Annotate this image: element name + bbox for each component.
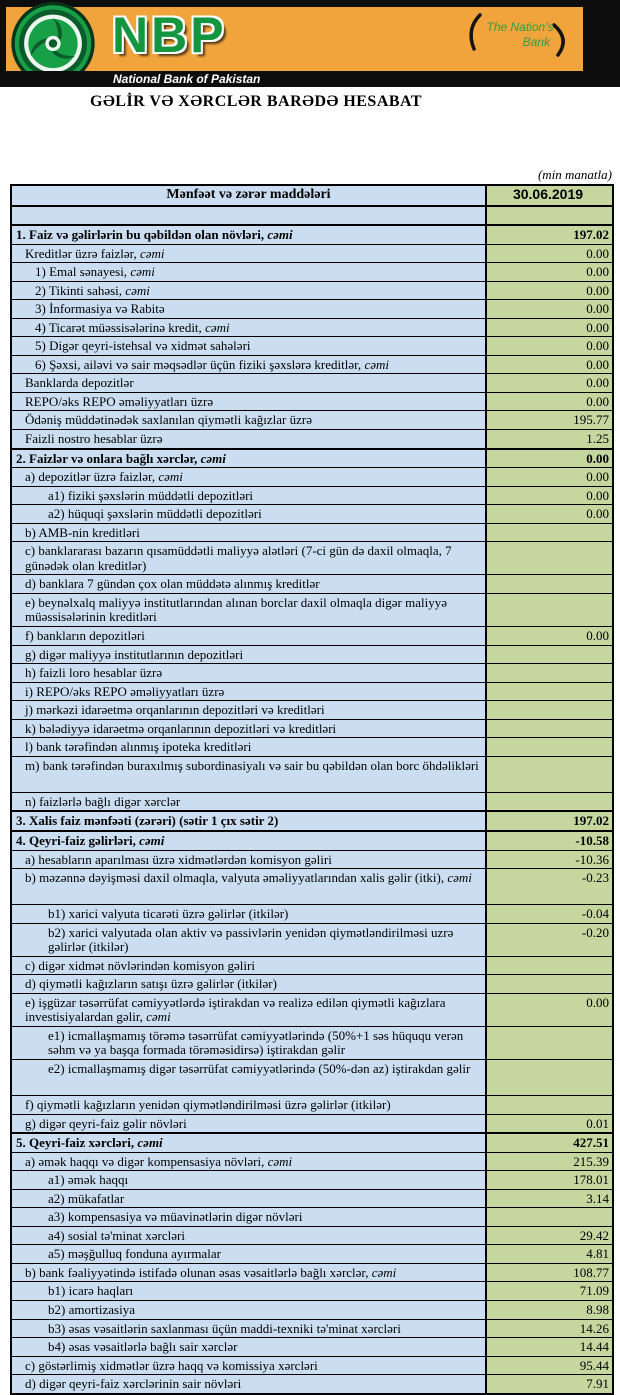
table-row	[11, 542, 613, 575]
table-row	[11, 281, 613, 300]
table-row	[11, 523, 613, 542]
slogan-line1: The Nation's	[486, 20, 554, 34]
row-label: a1) əmək haqqı	[11, 1171, 486, 1190]
row-label: b1) xarici valyuta ticarəti üzrə gəlirlər (itkilər)	[11, 905, 486, 924]
row-label: 3. Xalis faiz mənfəəti (zərəri) (sətir 1 çıx sətir 2)	[11, 811, 486, 831]
row-label: a3) kompensasiya və müavinətlərin digər növləri	[11, 1208, 486, 1227]
slogan-line2: Bank	[522, 35, 550, 49]
row-value	[486, 975, 613, 994]
row-value: -0.23	[486, 869, 613, 905]
row-value: 14.26	[486, 1319, 613, 1338]
table-row	[11, 244, 613, 263]
table-row	[11, 1263, 613, 1282]
table-row	[11, 993, 613, 1026]
row-label: b4) əsas vəsaitlərlə bağlı sair xərclər	[11, 1338, 486, 1357]
row-label: 6) Şəxsi, ailəvi və sair məqsədlər üçün fiziki şəxslərə kreditlər, cəmi	[11, 355, 486, 374]
table-row	[11, 1338, 613, 1357]
header-items-label: Mənfəət və zərər maddələri	[11, 185, 486, 206]
row-label: i) REPO/əks REPO əməliyyatları üzrə	[11, 682, 486, 701]
row-value: 0.00	[486, 355, 613, 374]
row-label: d) banklara 7 gündən çox olan müddətə alınmış kreditlər	[11, 575, 486, 594]
table-row	[11, 468, 613, 487]
row-value: 8.98	[486, 1300, 613, 1319]
row-label: 1. Faiz və gəlirlərin bu qəbildən olan növləri, cəmi	[11, 225, 486, 244]
row-label: e1) icmallaşmamış törəmə təsərrüfat cəmiyyətlərində (50%+1 səs hüququ verən səhm və ya başqa formada törəməsidirsə) iştirakdan gəlir	[11, 1026, 486, 1059]
row-value: 0.00	[486, 374, 613, 393]
row-label: 2) Tikinti sahəsi, cəmi	[11, 281, 486, 300]
row-label: f) bankların depozitləri	[11, 627, 486, 646]
row-value: 0.00	[486, 281, 613, 300]
page-title: GƏLİR VƏ XƏRCLƏR BARƏDƏ HESABAT	[90, 93, 423, 110]
table-row	[11, 682, 613, 701]
table-row	[11, 263, 613, 282]
row-value: 0.01	[486, 1114, 613, 1133]
row-value: -0.20	[486, 923, 613, 956]
table-row	[11, 1059, 613, 1095]
row-value: 95.44	[486, 1356, 613, 1375]
row-value: 197.02	[486, 811, 613, 831]
row-label: 5) Digər qeyri-istehsal və xidmət sahələri	[11, 337, 486, 356]
row-label	[11, 206, 486, 225]
row-value: 427.51	[486, 1133, 613, 1152]
row-value	[486, 719, 613, 738]
row-label: a) hesabların aparılması üzrə xidmətlərdən komisyon gəliri	[11, 850, 486, 869]
table-row	[11, 355, 613, 374]
table-row	[11, 792, 613, 811]
row-value	[486, 738, 613, 757]
table-row	[11, 975, 613, 994]
row-value: 178.01	[486, 1171, 613, 1190]
row-label: b) AMB-nin kreditləri	[11, 523, 486, 542]
table-row	[11, 627, 613, 646]
row-label: 4. Qeyri-faiz gəlirləri, cəmi	[11, 831, 486, 850]
table-row	[11, 374, 613, 393]
table-row	[11, 430, 613, 449]
row-label: Banklarda depozitlər	[11, 374, 486, 393]
table-row	[11, 1282, 613, 1301]
table-row	[11, 1208, 613, 1227]
row-label: l) bank tərəfindən alınmış ipoteka kreditləri	[11, 738, 486, 757]
table-row	[11, 956, 613, 975]
table-row	[11, 831, 613, 850]
row-value	[486, 682, 613, 701]
bank-header-banner	[0, 0, 620, 87]
row-label: e) beynəlxalq maliyyə institutlarından alınan borclar daxil olmaqla digər maliyyə müəssisələrinin kreditləri	[11, 593, 486, 626]
row-label: Ödəniş müddətinədək saxlanılan qiymətli kağızlar üzrə	[11, 411, 486, 430]
table-row	[11, 449, 613, 468]
row-label: c) digər xidmət növlərindən komisyon gəliri	[11, 956, 486, 975]
table-row	[11, 1189, 613, 1208]
row-value: 0.00	[486, 337, 613, 356]
row-value: 14.44	[486, 1338, 613, 1357]
table-row	[11, 1095, 613, 1114]
row-label: b) bank fəaliyyətində istifadə olunan əsas vəsaitlərlə bağlı xərclər, cəmi	[11, 1263, 486, 1282]
row-value: 0.00	[486, 300, 613, 319]
bank-name-strip	[0, 71, 620, 87]
row-label: a2) mükafatlar	[11, 1189, 486, 1208]
row-label: Faizli nostro hesablar üzrə	[11, 430, 486, 449]
row-value: 0.00	[486, 468, 613, 487]
row-label: n) faizlərlə bağlı digər xərclər	[11, 792, 486, 811]
row-label: 4) Ticarət müəssisələrinə kredit, cəmi	[11, 318, 486, 337]
row-label: g) digər maliyyə institutlarının depozitləri	[11, 645, 486, 664]
row-label: e) işgüzar təsərrüfat cəmiyyətlərdə iştirakdan və realizə edilən qiymətli kağızlara investisiyalardan gəlir, cəmi	[11, 993, 486, 1026]
table-row	[11, 811, 613, 831]
slogan-the-nations-bank	[458, 11, 578, 59]
row-label: c) banklararası bazarın qısamüddətli maliyyə alətləri (7-ci gün də daxil olmaqla, 7 günədək olan kreditlər)	[11, 542, 486, 575]
row-value: 0.00	[486, 392, 613, 411]
table-row	[11, 869, 613, 905]
row-label: a1) fiziki şəxslərin müddətli depozitləri	[11, 486, 486, 505]
row-value	[486, 542, 613, 575]
row-value: 0.00	[486, 318, 613, 337]
table-header-row	[11, 185, 613, 206]
table-row	[11, 664, 613, 683]
row-value	[486, 1026, 613, 1059]
row-value	[486, 523, 613, 542]
row-value: 0.00	[486, 244, 613, 263]
table-row	[11, 645, 613, 664]
row-label: d) digər qeyri-faiz xərclərinin sair növləri	[11, 1375, 486, 1394]
row-label: a) depozitlər üzrə faizlər, cəmi	[11, 468, 486, 487]
row-value: 215.39	[486, 1152, 613, 1171]
report-table-body	[11, 206, 613, 1394]
row-value: -0.04	[486, 905, 613, 924]
table-row	[11, 337, 613, 356]
row-label: c) göstərlimiş xidmətlər üzrə haqq və komissiya xərcləri	[11, 1356, 486, 1375]
row-value	[486, 1059, 613, 1095]
table-row	[11, 505, 613, 524]
row-value	[486, 1095, 613, 1114]
row-value: 108.77	[486, 1263, 613, 1282]
row-label: m) bank tərəfindən buraxılmış subordinasiyalı və sair bu qəbildən olan borc öhdəlikləri	[11, 756, 486, 792]
row-label: a) əmək haqqı və digər kompensasiya növləri, cəmi	[11, 1152, 486, 1171]
table-row	[11, 575, 613, 594]
row-value	[486, 1208, 613, 1227]
table-row	[11, 1026, 613, 1059]
table-row	[11, 1133, 613, 1152]
row-label: 2. Faizlər və onlara bağlı xərclər, cəmi	[11, 449, 486, 468]
table-row	[11, 1245, 613, 1264]
row-value	[486, 206, 613, 225]
row-value: -10.36	[486, 850, 613, 869]
table-row	[11, 1300, 613, 1319]
row-value: 0.00	[486, 486, 613, 505]
row-value	[486, 792, 613, 811]
table-row	[11, 701, 613, 720]
income-expense-report-table	[10, 184, 614, 1395]
row-value	[486, 701, 613, 720]
slogan-right-swoosh-icon	[554, 25, 563, 55]
nbp-logo-text: NBP	[112, 7, 227, 63]
table-row	[11, 1356, 613, 1375]
row-value: 0.00	[486, 263, 613, 282]
row-label: REPO/əks REPO əməliyyatları üzrə	[11, 392, 486, 411]
row-label: 1) Emal sənayesi, cəmi	[11, 263, 486, 282]
row-label: h) faizli loro hesablar üzrə	[11, 664, 486, 683]
row-label: j) mərkəzi idarəetmə orqanlarının depozitləri və kreditləri	[11, 701, 486, 720]
row-value: -10.58	[486, 831, 613, 850]
table-row	[11, 300, 613, 319]
table-row	[11, 905, 613, 924]
table-row	[11, 486, 613, 505]
row-value	[486, 756, 613, 792]
row-label: b3) əsas vəsaitlərin saxlanması üçün maddi-texniki tə'minat xərcləri	[11, 1319, 486, 1338]
row-value: 4.81	[486, 1245, 613, 1264]
row-value: 29.42	[486, 1226, 613, 1245]
table-row	[11, 225, 613, 244]
table-row	[11, 1171, 613, 1190]
table-row	[11, 1114, 613, 1133]
table-row	[11, 719, 613, 738]
row-label: d) qiymətli kağızların satışı üzrə gəlirlər (itkilər)	[11, 975, 486, 994]
row-label: 3) İnformasiya və Rabitə	[11, 300, 486, 319]
row-value: 7.91	[486, 1375, 613, 1394]
row-label: b1) icarə haqları	[11, 1282, 486, 1301]
table-row	[11, 392, 613, 411]
bank-name: National Bank of Pakistan	[113, 72, 261, 86]
row-label: b) məzənnə dəyişməsi daxil olmaqla, valyuta əməliyyatlarından xalis gəlir (itki), cəmi	[11, 869, 486, 905]
table-row	[11, 738, 613, 757]
table-row	[11, 1152, 613, 1171]
table-row	[11, 1226, 613, 1245]
row-value: 0.00	[486, 993, 613, 1026]
row-label: b2) amortizasiya	[11, 1300, 486, 1319]
row-value	[486, 593, 613, 626]
row-label: f) qiymətli kağızların yenidən qiymətləndirilməsi üzrə gəlirlər (itkilər)	[11, 1095, 486, 1114]
table-row	[11, 850, 613, 869]
row-label: e2) icmallaşmamış digər təsərrüfat cəmiyyətlərində (50%-dən az) iştirakdan gəlir	[11, 1059, 486, 1095]
unit-note: (min manatla)	[537, 167, 612, 182]
row-value: 195.77	[486, 411, 613, 430]
table-row	[11, 923, 613, 956]
row-label: a4) sosial tə'minat xərcləri	[11, 1226, 486, 1245]
row-value: 71.09	[486, 1282, 613, 1301]
row-value: 0.00	[486, 505, 613, 524]
header-report-date: 30.06.2019	[486, 185, 613, 206]
row-label: b2) xarici valyutada olan aktiv və passivlərin yenidən qiymətləndirilməsi uzrə gəlirlər (itkilər)	[11, 923, 486, 956]
slogan-left-swoosh-icon	[471, 15, 480, 49]
row-label: g) digər qeyri-faiz gəlir növləri	[11, 1114, 486, 1133]
row-value: 3.14	[486, 1189, 613, 1208]
row-value: 0.00	[486, 449, 613, 468]
table-row	[11, 593, 613, 626]
row-value	[486, 664, 613, 683]
row-value: 197.02	[486, 225, 613, 244]
row-value: 0.00	[486, 627, 613, 646]
row-label: a5) məşğulluq fonduna ayırmalar	[11, 1245, 486, 1264]
table-row	[11, 756, 613, 792]
row-value	[486, 575, 613, 594]
row-value: 1.25	[486, 430, 613, 449]
row-label: 5. Qeyri-faiz xərcləri, cəmi	[11, 1133, 486, 1152]
row-label: Kreditlər üzrə faizlər, cəmi	[11, 244, 486, 263]
table-row	[11, 411, 613, 430]
row-value	[486, 645, 613, 664]
table-row	[11, 1375, 613, 1394]
row-label: k) bələdiyyə idarəetmə orqanlarının depozitləri və kreditləri	[11, 719, 486, 738]
table-row	[11, 1319, 613, 1338]
row-value	[486, 956, 613, 975]
table-row	[11, 318, 613, 337]
row-label: a2) hüquqi şəxslərin müddətli depozitləri	[11, 505, 486, 524]
table-row	[11, 206, 613, 225]
